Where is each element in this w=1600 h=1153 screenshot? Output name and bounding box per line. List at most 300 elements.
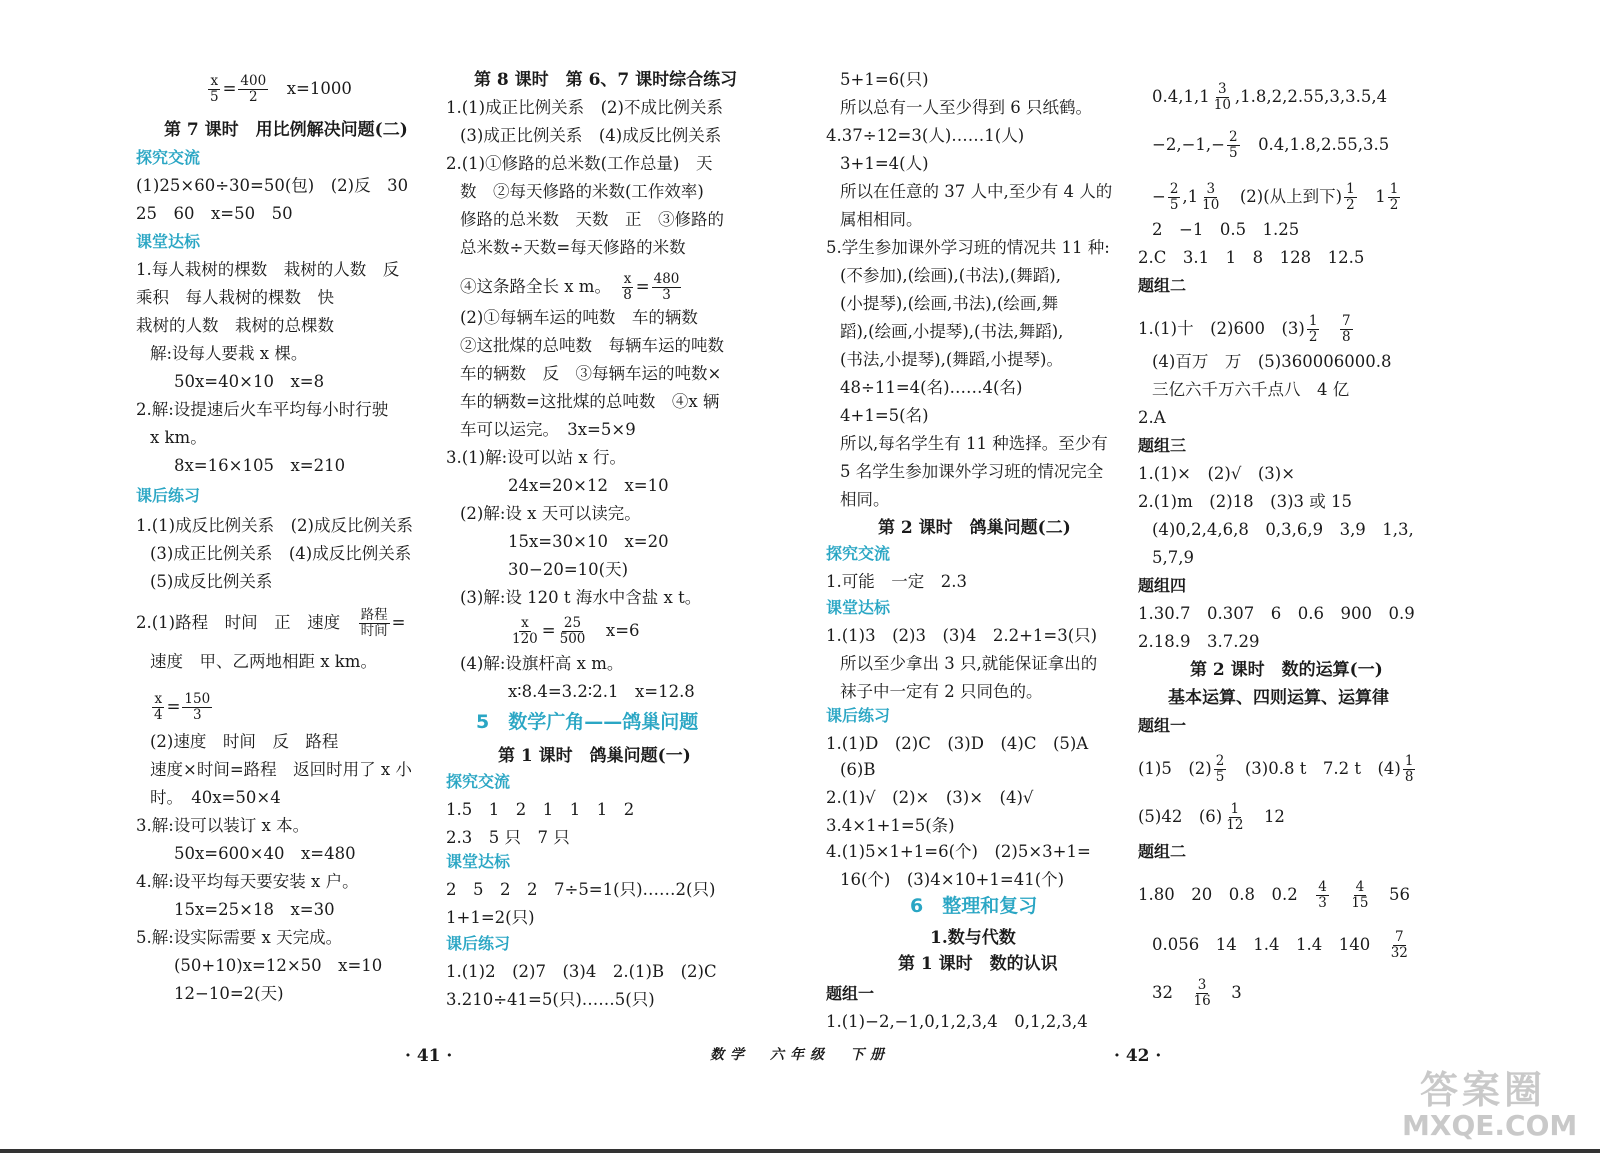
col2-line <box>446 154 713 174</box>
text-run: 袜子中一定有 2 只同色的。 <box>840 682 1043 701</box>
fraction-numerator: x <box>623 271 632 287</box>
fraction <box>208 74 221 105</box>
col3-line <box>826 544 890 564</box>
fraction-denominator: 500 <box>559 631 586 647</box>
fraction-numerator: 7 <box>1341 313 1351 329</box>
page-number-right: · 42 · <box>1114 1046 1162 1066</box>
text-run: 所以,每名学生有 11 种选择。至少有 <box>840 434 1108 453</box>
col3-line <box>826 842 1091 862</box>
fraction-numerator: 3 <box>1206 181 1216 197</box>
text-run: (4)百万 万 (5)360006000.8 <box>1152 352 1392 371</box>
text-run: (4)0,2,4,6,8 0,3,6,9 3,9 1,3, <box>1152 520 1414 539</box>
text-run: 题组二 <box>1138 842 1187 861</box>
text-run: = <box>391 613 406 632</box>
text-run: ,1.8,2,2.55,3,3.5,4 <box>1234 87 1388 106</box>
text-run: 1.30.7 0.307 6 0.6 900 0.9 <box>1138 604 1415 623</box>
text-run: 5 数学广角——鸽巢问题 <box>476 711 699 733</box>
fraction <box>359 608 390 639</box>
col2-line <box>446 934 510 954</box>
col4-line <box>1138 880 1410 911</box>
fraction-numerator: 1 <box>1389 181 1399 197</box>
col3-line <box>878 518 1071 538</box>
text-run: (2)①每辆车运的吨数 车的辆数 <box>460 308 698 327</box>
col1-line <box>174 372 324 392</box>
col3-line <box>840 434 1108 454</box>
fraction-denominator: 32 <box>1390 945 1408 961</box>
col4-line <box>1152 978 1242 1009</box>
text-run: 题组四 <box>1138 576 1187 595</box>
fraction <box>1214 754 1227 785</box>
text-run: 6 整理和复习 <box>910 895 1038 917</box>
text-run: (3)成正比例关系 (4)成反比例关系 <box>460 126 722 145</box>
col2-line <box>508 560 628 580</box>
text-run: (2)解:设 x 天可以读完。 <box>460 504 641 523</box>
text-run: = <box>541 621 556 640</box>
text-run: 解:设每人要栽 x 棵。 <box>150 344 308 363</box>
text-run: (不参加),(绘画),(书法),(舞蹈), <box>840 266 1061 285</box>
fraction-denominator: 16 <box>1193 993 1211 1009</box>
text-run: 48÷11=4(名)……4(名) <box>840 378 1023 397</box>
text-run: 2.(1)√ (2)× (3)× (4)√ <box>826 788 1034 807</box>
col4-line <box>1138 576 1186 596</box>
col1-line <box>150 760 412 780</box>
col4-line <box>1138 604 1415 624</box>
col3-line <box>910 896 1037 916</box>
col4-line <box>1152 352 1391 372</box>
fraction <box>1192 978 1213 1009</box>
fraction <box>238 74 268 105</box>
col4-line <box>1138 492 1352 512</box>
col3-line <box>840 406 929 426</box>
fraction-numerator: 150 <box>184 691 211 707</box>
fraction <box>1349 880 1370 911</box>
fraction <box>152 692 165 723</box>
book-footer: 数学 六年级 下册 <box>710 1047 890 1063</box>
fraction-numerator: 1 <box>1308 313 1318 329</box>
text-run: 属相相同。 <box>840 210 923 229</box>
col3-line <box>840 210 923 230</box>
col3-line <box>840 322 1063 342</box>
text-run: (2)速度 时间 反 路程 <box>150 732 339 751</box>
col4-line <box>1152 548 1194 568</box>
text-run: (1)5 (2) <box>1138 759 1212 778</box>
text-run: 栽树的人数 栽树的总棵数 <box>136 316 334 335</box>
col2-line <box>446 908 535 928</box>
col1-line <box>136 872 359 892</box>
text-run: 探究交流 <box>136 148 201 167</box>
text-run: 30−20=10(天) <box>508 560 629 579</box>
text-run: 所以至少拿出 3 只,就能保证拿出的 <box>840 654 1098 673</box>
text-run: 总米数÷天数=每天修路的米数 <box>460 238 686 257</box>
col3-line <box>826 238 1110 258</box>
col2-line <box>460 504 641 524</box>
text-run: (小提琴),(绘画,书法),(绘画,舞 <box>840 294 1059 313</box>
text-run: (1)25×60÷30=50(包) (2)反 30 <box>136 176 409 195</box>
col2-line <box>508 616 640 647</box>
text-run: 题组三 <box>1138 436 1187 455</box>
fraction-denominator: 5 <box>1215 769 1225 785</box>
fraction-denominator: 10 <box>1213 97 1231 113</box>
text-run: 课堂达标 <box>446 852 511 871</box>
fraction <box>1344 182 1357 213</box>
text-run: 2.解:设提速后火车平均每小时行驶 <box>136 400 389 419</box>
col1-line <box>206 74 352 105</box>
col2-line <box>508 532 669 552</box>
text-run: 3+1=4(人) <box>840 154 929 173</box>
text-run: 课堂达标 <box>136 232 201 251</box>
col3-line <box>840 490 890 510</box>
text-run: 第 7 课时 用比例解决问题(二) <box>164 120 408 140</box>
col3-line <box>826 626 1097 646</box>
text-run: 15x=30×10 x=20 <box>508 532 669 551</box>
text-run: 5+1=6(只) <box>840 70 929 89</box>
text-run: x=6 <box>589 621 640 640</box>
text-run: 8x=16×105 x=210 <box>174 456 346 475</box>
fraction-denominator: 2 <box>1346 197 1355 213</box>
fraction-numerator: 1 <box>1230 801 1240 817</box>
text-run: 1+1=2(只) <box>446 908 535 927</box>
text-run: (5)成反比例关系 <box>150 572 273 591</box>
col1-line <box>136 232 200 252</box>
col4-line <box>1138 408 1166 428</box>
text-run: = <box>635 277 650 296</box>
text-run: ,1 <box>1182 187 1199 206</box>
col4-line <box>1152 130 1389 161</box>
fraction-numerator: 1 <box>1404 753 1414 769</box>
col1-line <box>136 486 200 506</box>
text-run: 第 2 课时 数的运算(一) <box>1190 660 1383 680</box>
text-run: (5)42 (6) <box>1138 807 1223 826</box>
fraction <box>1224 802 1245 833</box>
text-run: 3.解:设可以装订 x 本。 <box>136 816 310 835</box>
text-run: 1.(1)十 (2)600 (3) <box>1138 319 1305 338</box>
col1-line <box>136 928 342 948</box>
col4-line <box>1190 660 1383 680</box>
text-run: 3.(1)解:设可以站 x 行。 <box>446 448 626 467</box>
text-run: (4)解:设旗杆高 x m。 <box>460 654 624 673</box>
col2-line <box>460 420 636 440</box>
text-run: −2,−1,− <box>1152 135 1225 154</box>
text-run: 50x=40×10 x=8 <box>174 372 325 391</box>
col1-line <box>136 400 388 420</box>
col4-line <box>1152 82 1387 113</box>
fraction <box>1307 314 1320 345</box>
text-run: 2.C 3.1 1 8 128 12.5 <box>1138 248 1365 267</box>
col3-line <box>840 462 1103 482</box>
text-run: 1.(1)−2,−1,0,1,2,3,4 0,1,2,3,4 <box>826 1012 1088 1031</box>
fraction-denominator: 8 <box>1404 769 1414 785</box>
col2-line <box>460 272 683 303</box>
text-run: 蹈),(绘画,小提琴),(书法,舞蹈), <box>840 322 1064 341</box>
text-run: 基本运算、四则运算、运算律 <box>1168 688 1389 708</box>
col4-line <box>1152 220 1299 240</box>
text-run: 2 5 2 2 7÷5=1(只)……2(只) <box>446 880 716 899</box>
col3-line <box>930 928 1016 948</box>
col2-line <box>474 70 737 90</box>
col2-line <box>460 308 698 328</box>
col3-line <box>840 70 929 90</box>
text-run: 2.A <box>1138 408 1166 427</box>
text-run: 25 60 x=50 50 <box>136 204 293 223</box>
text-run: (3)成正比例关系 (4)成反比例关系 <box>150 544 412 563</box>
text-run: 速度 甲、乙两地相距 x km。 <box>150 652 377 671</box>
fraction-denominator: 10 <box>1202 197 1220 213</box>
text-run: 课堂达标 <box>826 598 891 617</box>
col2-line <box>446 962 717 982</box>
fraction-denominator: 15 <box>1351 895 1369 911</box>
text-run: 2.(1)路程 时间 正 速度 <box>136 613 357 632</box>
fraction-numerator: 1 <box>1346 181 1355 197</box>
text-run: 12−10=2(天) <box>174 984 284 1003</box>
text-run: 2.3 5 只 7 只 <box>446 828 570 847</box>
fraction-numerator: x <box>210 73 219 89</box>
col4-line <box>1138 716 1186 736</box>
text-run: 15x=25×18 x=30 <box>174 900 335 919</box>
text-run: 0.4,1,1 <box>1152 87 1210 106</box>
col1-line <box>150 788 281 808</box>
fraction <box>1388 182 1401 213</box>
text-run: 2.(1)①修路的总米数(工作总量) 天 <box>446 154 713 173</box>
col1-line <box>150 572 272 592</box>
fraction-numerator: 2 <box>1228 129 1238 145</box>
text-run: 32 <box>1152 983 1190 1002</box>
col3-line <box>826 788 1033 808</box>
text-run: ②这批煤的总吨数 每辆车运的吨数 <box>460 336 724 355</box>
text-run: 数 ②每天修路的米数(工作效率) <box>460 182 704 201</box>
text-run: 4.37÷12=3(人)……1(人) <box>826 126 1025 145</box>
col1-line <box>150 344 307 364</box>
col4-line <box>1138 436 1186 456</box>
col2-line <box>476 712 698 732</box>
text-run: (6)B <box>840 760 876 779</box>
text-run: 2.(1)m (2)18 (3)3 或 15 <box>1138 492 1352 511</box>
text-run: = <box>222 79 237 98</box>
col2-line <box>508 682 695 702</box>
fraction-numerator: 路程 <box>360 607 388 623</box>
col4-line <box>1138 632 1259 652</box>
text-run <box>1321 319 1338 338</box>
fraction-numerator: 4 <box>1318 879 1327 895</box>
fraction <box>1389 930 1410 961</box>
text-run: 三亿六千万六千点八 4 亿 <box>1152 380 1350 399</box>
text-run: 时。 40x=50×4 <box>150 788 281 807</box>
col1-line <box>174 456 345 476</box>
col2-line <box>460 364 721 384</box>
text-run: 课后练习 <box>446 934 511 953</box>
col3-line <box>840 654 1097 674</box>
fraction-numerator: 4 <box>1355 879 1365 895</box>
col2-line <box>498 746 691 766</box>
col4-line <box>1138 754 1417 785</box>
text-run: 所以总有一人至少得到 6 只纸鹤。 <box>840 98 1092 117</box>
col1-line <box>136 316 334 336</box>
fraction-denominator: 3 <box>193 707 202 723</box>
col1-line <box>174 984 284 1004</box>
fraction <box>621 272 634 303</box>
col1-line <box>136 816 309 836</box>
fraction-denominator: 12 <box>1226 817 1244 833</box>
col3-line <box>840 294 1058 314</box>
fraction-denominator: 8 <box>1341 329 1351 345</box>
col1-line <box>136 260 399 280</box>
text-run: (书法,小提琴),(舞蹈,小提琴)。 <box>840 350 1063 369</box>
fraction-denominator: 4 <box>154 707 163 723</box>
col1-line <box>136 516 413 536</box>
watermark-title: 答案圈 <box>1420 1068 1547 1112</box>
text-run: 车的辆数 反 ③每辆车运的吨数× <box>460 364 722 383</box>
text-run: 3.4×1+1=5(条) <box>826 816 955 835</box>
fraction-denominator: 120 <box>512 631 538 647</box>
text-run <box>1331 885 1348 904</box>
text-run: 探究交流 <box>826 544 891 563</box>
col4-line <box>1168 688 1389 708</box>
fraction-numerator: 2 <box>1215 753 1225 769</box>
text-run: 修路的总米数 天数 正 ③修路的 <box>460 210 724 229</box>
text-run: 4.解:设平均每天要安装 x 户。 <box>136 872 359 891</box>
col1-line <box>150 692 214 723</box>
col3-line <box>826 1012 1088 1032</box>
fraction-numerator: x <box>521 615 529 631</box>
text-run: 车可以运完。 3x=5×9 <box>460 420 636 439</box>
text-run: 课后练习 <box>826 706 891 725</box>
text-run: 0.056 14 1.4 1.4 140 <box>1152 935 1387 954</box>
col1-line <box>150 732 338 752</box>
col4-line <box>1138 842 1186 862</box>
text-run: 1 <box>1358 187 1386 206</box>
fraction-numerator: 400 <box>240 73 267 89</box>
text-run: 第 1 课时 鸽巢问题(一) <box>498 746 691 766</box>
col2-line <box>508 476 669 496</box>
text-run: 1.(1)D (2)C (3)D (4)C (5)A <box>826 734 1089 753</box>
text-run: 第 1 课时 数的认识 <box>898 954 1058 974</box>
col1-line <box>164 120 408 140</box>
text-run: 1.80 20 0.8 0.2 <box>1138 885 1315 904</box>
text-run: = <box>166 697 181 716</box>
fraction-denominator: 8 <box>623 287 632 303</box>
text-run: 3.210÷41=5(只)……5(只) <box>446 990 655 1009</box>
col4-line <box>1138 314 1355 345</box>
col2-line <box>460 654 623 674</box>
text-run: 题组一 <box>1138 716 1187 735</box>
fraction-numerator: 25 <box>563 615 582 631</box>
fraction-numerator: 3 <box>1197 977 1207 993</box>
col4-line <box>1152 182 1402 213</box>
text-run: 题组二 <box>1138 276 1187 295</box>
text-run: (3)0.8 t 7.2 t (4) <box>1228 759 1401 778</box>
col1-line <box>136 608 405 639</box>
page-bottom-rule <box>0 1149 1600 1153</box>
text-run: 4+1=5(名) <box>840 406 929 425</box>
col4-line <box>1138 802 1285 833</box>
watermark-logo <box>1402 1059 1592 1145</box>
col3-line <box>840 350 1063 370</box>
fraction-numerator: x <box>154 691 163 707</box>
text-run: 乘积 每人栽树的棵数 快 <box>136 288 334 307</box>
col3-line <box>826 126 1024 146</box>
col3-line <box>840 760 876 780</box>
text-run: 5.学生参加课外学习班的情况共 11 种: <box>826 238 1110 257</box>
text-run: 2 −1 0.5 1.25 <box>1152 220 1300 239</box>
col3-line <box>840 154 929 174</box>
col3-line <box>840 378 1022 398</box>
text-run: 所以在任意的 37 人中,至少有 4 人的 <box>840 182 1113 201</box>
text-run: 课后练习 <box>136 486 201 505</box>
fraction-denominator: 5 <box>1228 145 1238 161</box>
text-run: 12 <box>1247 807 1285 826</box>
text-run: 1.(1)成正比例关系 (2)不成比例关系 <box>446 98 723 117</box>
fraction-numerator: 7 <box>1395 929 1404 945</box>
col3-line <box>826 572 967 592</box>
col2-line <box>446 828 570 848</box>
text-run: 5,7,9 <box>1152 548 1194 567</box>
text-run: x∶8.4=3.2∶2.1 x=12.8 <box>508 682 695 701</box>
col1-line <box>136 204 293 224</box>
watermark-url: MXQE.COM <box>1402 1109 1578 1142</box>
text-run: 探究交流 <box>446 772 511 791</box>
text-run: 第 2 课时 鸽巢问题(二) <box>878 518 1071 538</box>
fraction-denominator: 时间 <box>360 623 388 639</box>
text-run: 5 名学生参加课外学习班的情况完全 <box>840 462 1104 481</box>
fraction-denominator: 3 <box>1318 895 1327 911</box>
col4-line <box>1138 464 1295 484</box>
col3-line <box>826 598 890 618</box>
text-run: 车的辆数=这批煤的总吨数 ④x 辆 <box>460 392 720 411</box>
text-run: x=1000 <box>270 79 352 98</box>
fraction <box>510 616 540 647</box>
text-run: 3 <box>1214 983 1242 1002</box>
col1-line <box>136 176 408 196</box>
text-run: 1.数与代数 <box>930 928 1016 948</box>
text-run: x km。 <box>150 428 207 447</box>
text-run: 0.4,1.8,2.55,3.5 <box>1241 135 1390 154</box>
page-number-left: · 41 · <box>405 1046 453 1066</box>
fraction-denominator: 2 <box>249 89 258 105</box>
fraction-denominator: 5 <box>210 89 219 105</box>
col3-line <box>826 816 955 836</box>
col4-line <box>1152 380 1349 400</box>
col2-line <box>446 852 510 872</box>
fraction <box>652 272 682 303</box>
col2-line <box>460 392 719 412</box>
text-run: 1.(1)2 (2)7 (3)4 2.(1)B (2)C <box>446 962 717 981</box>
fraction-denominator: 2 <box>1389 197 1399 213</box>
text-run: 4.(1)5×1+1=6(个) (2)5×3+1= <box>826 842 1091 861</box>
col3-line <box>840 182 1112 202</box>
col2-line <box>446 990 655 1010</box>
text-run: 速度×时间=路程 返回时用了 x 小 <box>150 760 412 779</box>
fraction <box>1212 82 1233 113</box>
col4-line <box>1138 248 1364 268</box>
fraction <box>558 616 588 647</box>
text-run: 1.(1)× (2)√ (3)× <box>1138 464 1296 483</box>
fraction-denominator: 3 <box>662 287 671 303</box>
col1-line <box>150 428 207 448</box>
text-run: 5.解:设实际需要 x 天完成。 <box>136 928 343 947</box>
col3-line <box>840 266 1061 286</box>
col4-line <box>1152 520 1414 540</box>
text-run: 50x=600×40 x=480 <box>174 844 356 863</box>
col2-line <box>460 238 686 258</box>
col1-line <box>136 288 334 308</box>
text-run: 16(个) (3)4×10+1=41(个) <box>840 870 1065 889</box>
text-run: 1.5 1 2 1 1 1 2 <box>446 800 635 819</box>
fraction <box>1200 182 1221 213</box>
col2-line <box>446 772 510 792</box>
text-run: ④这条路全长 x m。 <box>460 277 620 296</box>
fraction-denominator: 5 <box>1169 197 1179 213</box>
col2-line <box>460 588 701 608</box>
col3-line <box>826 734 1088 754</box>
